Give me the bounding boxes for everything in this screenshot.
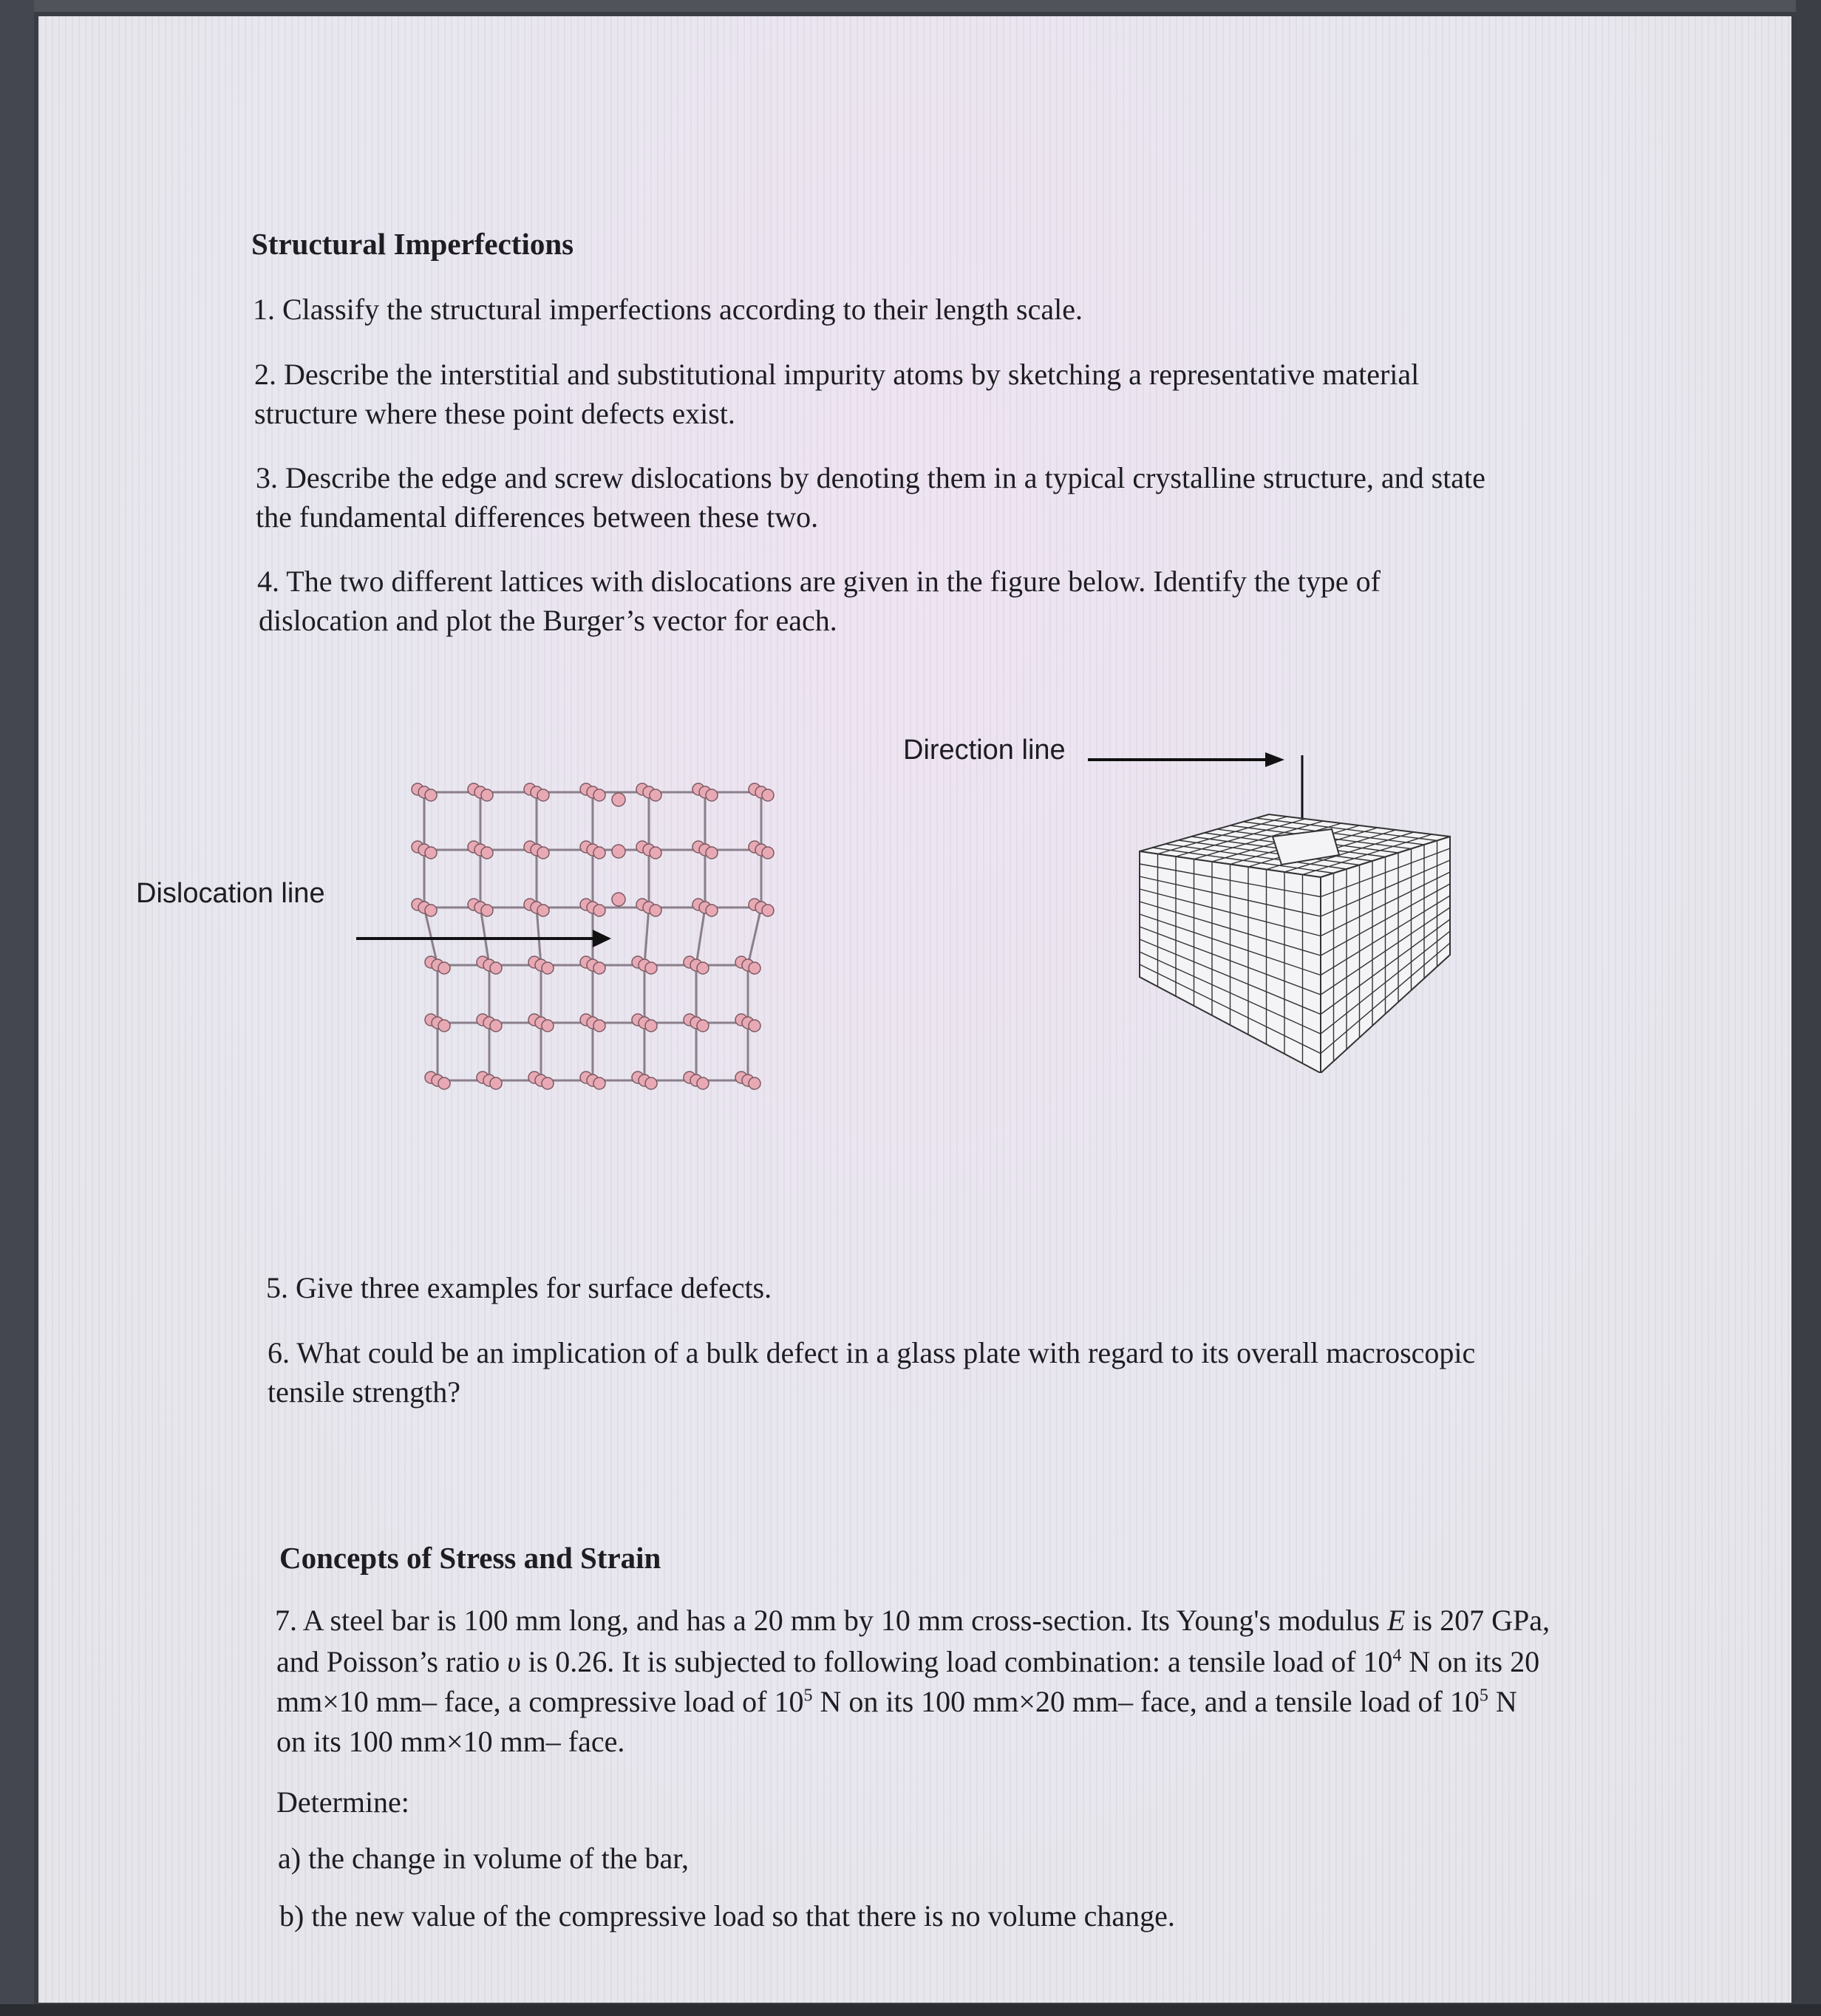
lattice-atom [490, 1020, 502, 1032]
part-a: a) the change in volume of the bar, [278, 1842, 689, 1875]
dislocation-arrowhead [593, 930, 611, 947]
lattice-atom [537, 847, 549, 859]
dislocation-line-label: Dislocation line [136, 878, 325, 909]
lattice-atom [481, 847, 493, 859]
question-3-line-1: 3. Describe the edge and screw dislocations by denoting them in a typical crystalline structure, and state [256, 461, 1485, 494]
lattice-atom [438, 1020, 450, 1032]
lattice-atom [762, 905, 774, 916]
direction-arrowhead [1265, 752, 1284, 767]
lattice-atom [593, 905, 605, 916]
lattice-atom [593, 962, 605, 974]
lattice-atom [425, 847, 437, 859]
lattice-atom [542, 1077, 554, 1089]
lattice-atom [593, 1020, 605, 1032]
lattice-atom [542, 1020, 554, 1032]
question-7-line-2: and Poisson’s ratio υ is 0.26. It is subjected to following load combination: a tensile load of $10^4$ N on its 20 [276, 1645, 1540, 1678]
document-page [38, 16, 1791, 2003]
question-4-line-2: dislocation and plot the Burger’s vector for each. [259, 604, 837, 637]
lattice-atom [438, 1077, 450, 1089]
lattice-atom [697, 1020, 709, 1032]
question-6-line-2: tensile strength? [268, 1375, 461, 1409]
lattice-atom [762, 789, 774, 801]
lattice-bond [696, 907, 705, 965]
monitor-bezel-bottom [0, 2004, 1821, 2016]
lattice-atom [697, 962, 709, 974]
lattice-atom [481, 905, 493, 916]
lattice-atom [650, 905, 661, 916]
question-3-line-2: the fundamental differences between these two. [256, 500, 819, 534]
lattice-atom [537, 789, 549, 801]
lattice-atom [650, 847, 661, 859]
part-b: b) the new value of the compressive load so that there is no volume change. [279, 1899, 1175, 1932]
edge-dislocation-figure [356, 755, 829, 1110]
extra-half-plane-atom [612, 845, 625, 858]
lattice-atom [425, 789, 437, 801]
section-title-structural-imperfections: Structural Imperfections [251, 227, 574, 261]
determine-label: Determine: [276, 1785, 409, 1819]
monitor-bezel-right [1796, 0, 1821, 2016]
question-4-line-1: 4. The two different lattices with dislocations are given in the figure below. Identify the type of [257, 565, 1381, 598]
lattice-atom [537, 905, 549, 916]
extra-half-plane-atom [612, 893, 625, 906]
lattice-atom [706, 789, 718, 801]
lattice-atom [645, 1077, 657, 1089]
lattice-bond [644, 907, 649, 965]
lattice-atom [593, 1077, 605, 1089]
question-2-line-2: structure where these point defects exist. [254, 397, 735, 430]
screw-dislocation-figure [1088, 726, 1472, 1073]
extra-half-plane-atom [612, 793, 625, 806]
lattice-atom [438, 962, 450, 974]
lattice-atom [706, 847, 718, 859]
lattice-atom [697, 1077, 709, 1089]
lattice-atom [645, 1020, 657, 1032]
lattice-atom [490, 1077, 502, 1089]
lattice-atom [645, 962, 657, 974]
lattice-atom [490, 962, 502, 974]
question-2-line-1: 2. Describe the interstitial and substitutional impurity atoms by sketching a representative material [254, 358, 1420, 391]
lattice-bond [748, 907, 761, 965]
lattice-atom [749, 1020, 760, 1032]
lattice-atom [425, 905, 437, 916]
lattice-atom [749, 1077, 760, 1089]
question-5: 5. Give three examples for surface defects. [266, 1271, 772, 1304]
lattice-atom [593, 847, 605, 859]
lattice-atom [481, 789, 493, 801]
lattice-atom [762, 847, 774, 859]
lattice-atom [650, 789, 661, 801]
lattice-atom [542, 962, 554, 974]
question-7-line-1: 7. A steel bar is 100 mm long, and has a 20 mm by 10 mm cross-section. Its Young's modulus E is 207 GPa, [275, 1604, 1550, 1637]
lattice-atom [706, 905, 718, 916]
monitor-bezel [0, 0, 1821, 12]
section-title-stress-strain: Concepts of Stress and Strain [279, 1541, 661, 1575]
question-1: 1. Classify the structural imperfections according to their length scale. [253, 293, 1083, 326]
question-7-line-4: on its 100 mm×10 mm– face. [276, 1725, 625, 1758]
lattice-atom [593, 789, 605, 801]
question-6-line-1: 6. What could be an implication of a bulk defect in a glass plate with regard to its overall macroscopic [268, 1336, 1476, 1369]
lattice-atom [749, 962, 760, 974]
monitor-bezel-left [0, 0, 34, 2016]
direction-line-label: Direction line [903, 735, 1066, 766]
question-7-line-3: mm×10 mm– face, a compressive load of $10^5$ N on its 100 mm×20 mm– face, and a tensile load of $10^5$ N [276, 1685, 1517, 1718]
